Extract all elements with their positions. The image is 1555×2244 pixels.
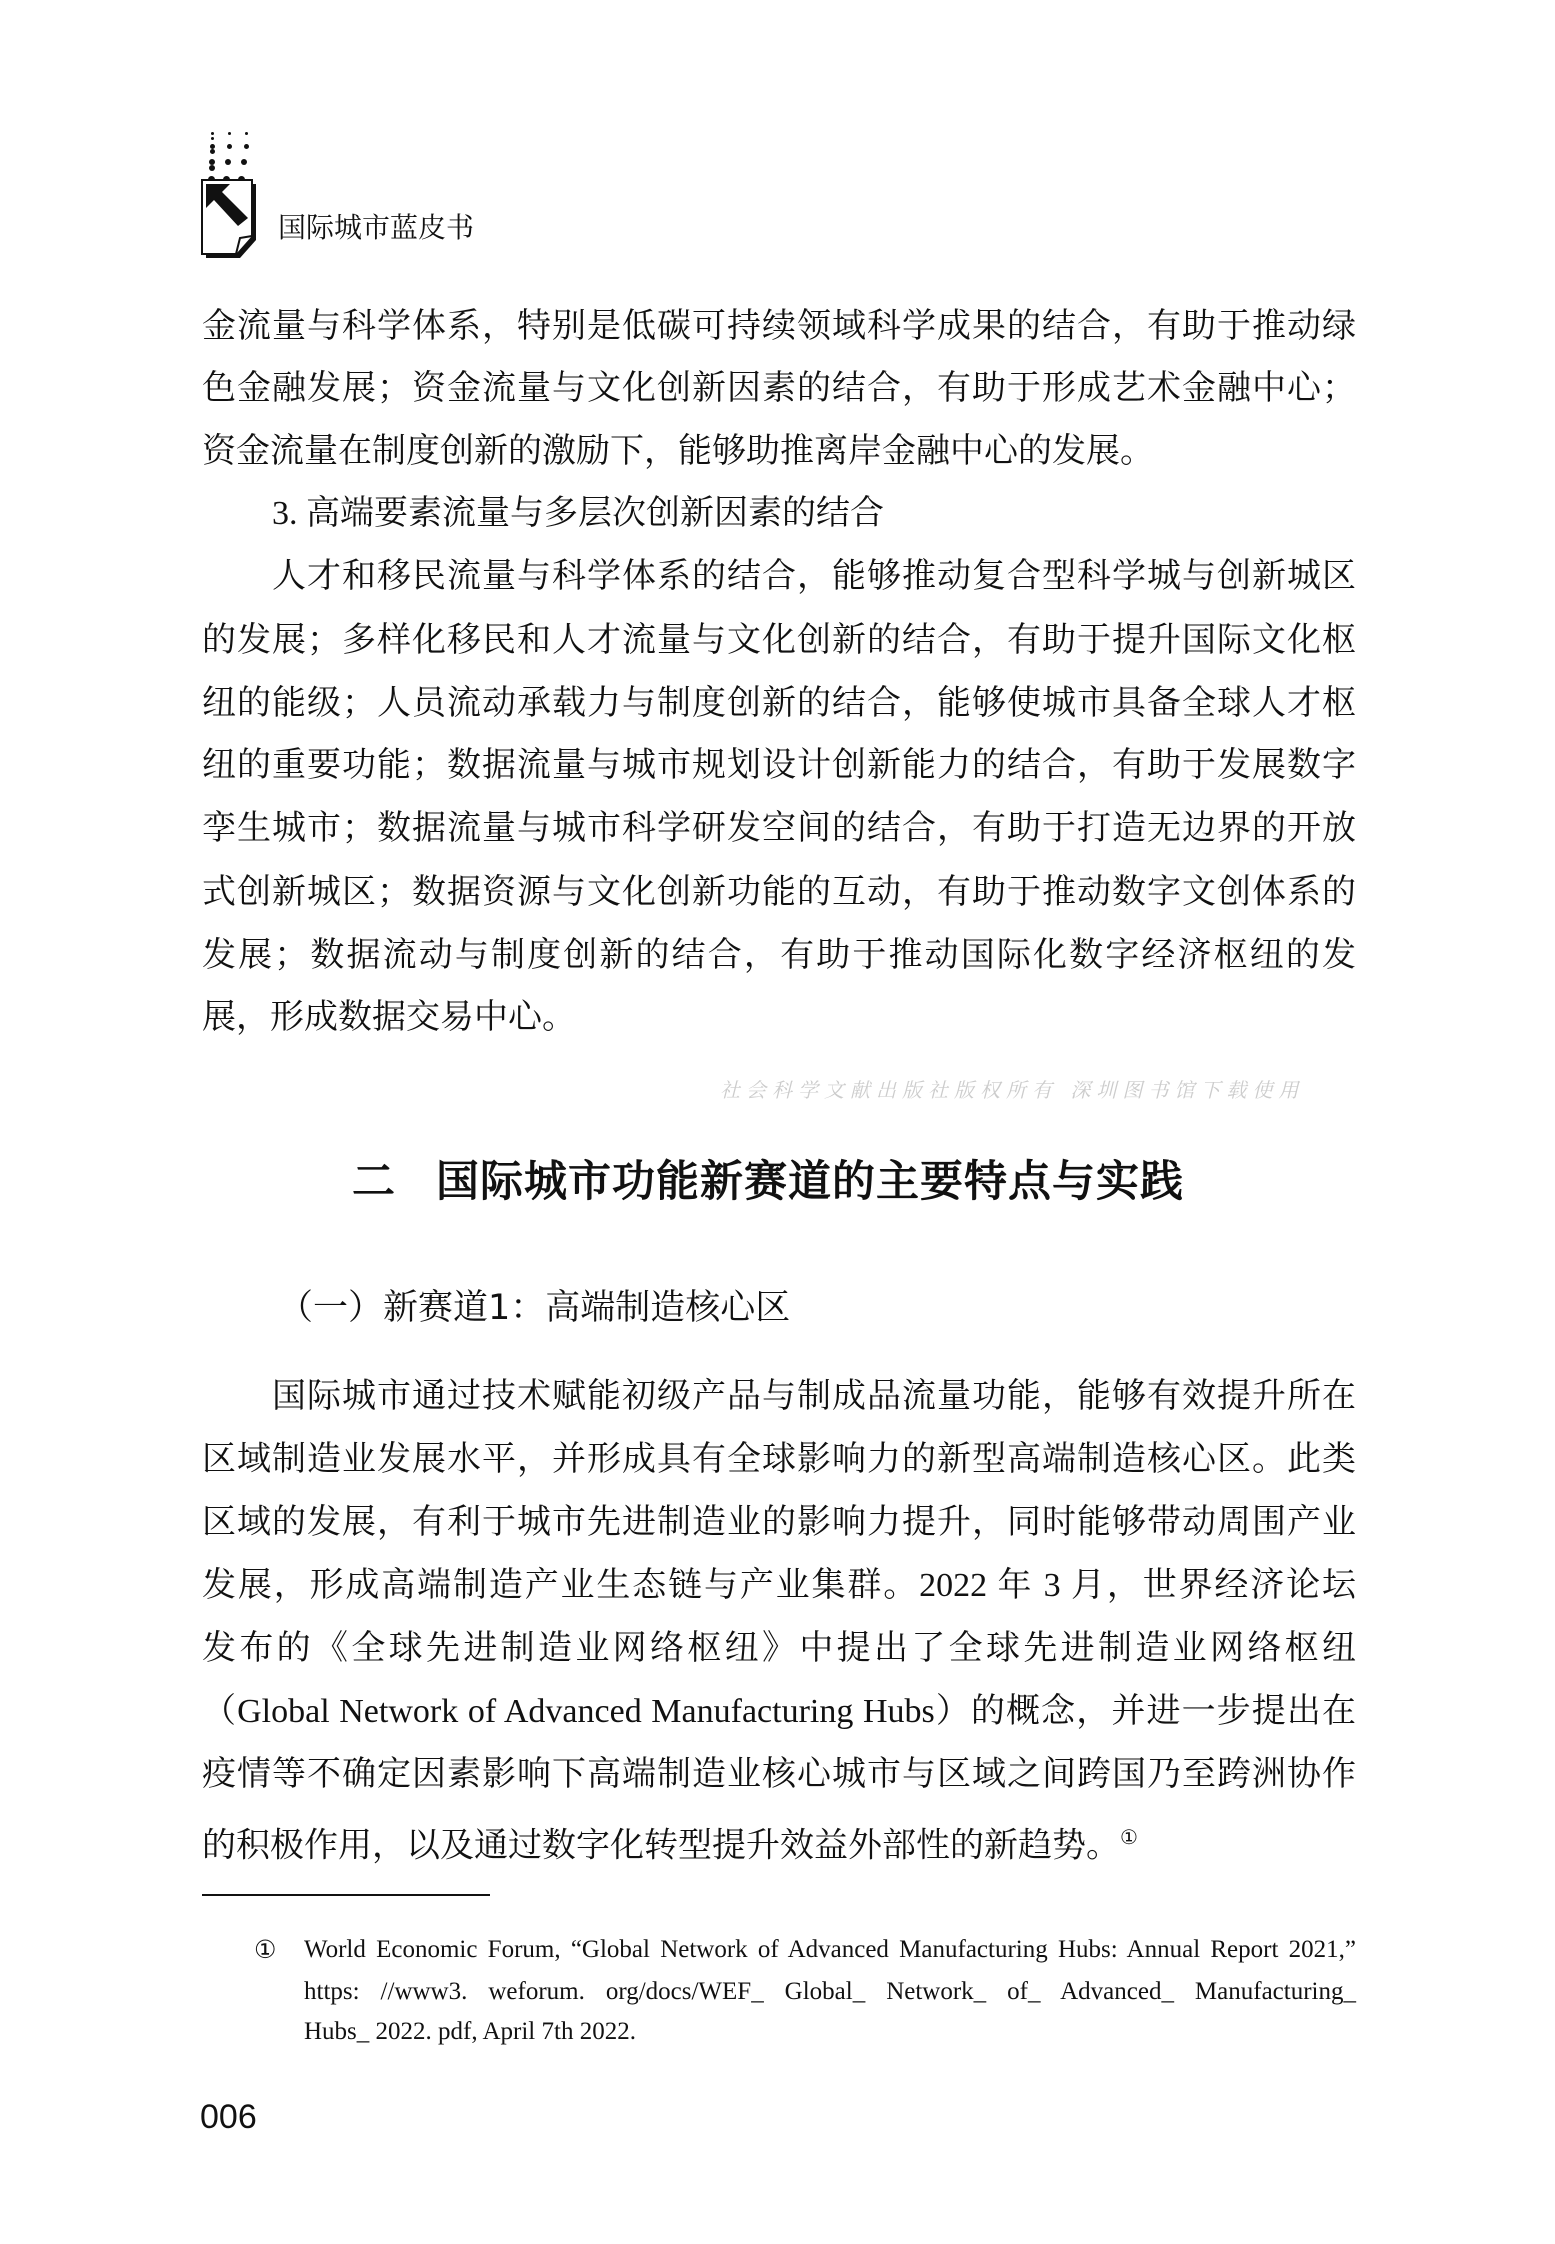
body-line: 式创新城区；数据资源与文化创新功能的互动，有助于推动数字文创体系的: [202, 874, 1356, 911]
subsection-heading: 3. 高端要素流量与多层次创新因素的结合: [272, 495, 884, 532]
footnote-divider: [202, 1894, 490, 1896]
body-line: 区域制造业发展水平，并形成具有全球影响力的新型高端制造核心区。此类: [202, 1441, 1356, 1478]
subsection-heading: （一）新赛道1：高端制造核心区: [278, 1288, 791, 1328]
body-line: 金流量与科学体系，特别是低碳可持续领域科学成果的结合，有助于推动绿: [202, 308, 1356, 345]
body-line: 发展，形成高端制造产业生态链与产业集群。2022 年 3 月，世界经济论坛: [202, 1567, 1356, 1604]
body-line: 孪生城市；数据流量与城市科学研发空间的结合，有助于打造无边界的开放: [202, 810, 1356, 847]
body-line: 纽的重要功能；数据流量与城市规划设计创新能力的结合，有助于发展数字: [202, 747, 1356, 784]
body-line: 发布的《全球先进制造业网络枢纽》中提出了全球先进制造业网络枢纽: [202, 1630, 1356, 1667]
footnote-line: Hubs_ 2022. pdf, April 7th 2022.: [304, 2018, 636, 2045]
page-number: 006: [200, 2098, 257, 2136]
watermark: 社会科学文献出版社版权所有 深圳图书馆下载使用: [720, 1078, 1305, 1102]
footnote-reference[interactable]: ①: [1120, 1827, 1138, 1849]
section-number: 二: [352, 1157, 396, 1207]
book-series-title: 国际城市蓝皮书: [278, 211, 475, 244]
footnote-mark: ①: [254, 1935, 277, 1964]
body-line: 展，形成数据交易中心。: [202, 999, 576, 1036]
footnote-line: https: //www3. weforum. org/docs/WEF_ Global_ Network_ of_ Advanced_ Manufacturing_: [304, 1978, 1356, 2005]
body-line: 的发展；多样化移民和人才流量与文化创新的结合，有助于提升国际文化枢: [202, 622, 1356, 659]
body-line: （Global Network of Advanced Manufacturing Hubs）的概念，并进一步提出在: [202, 1693, 1356, 1730]
footnote-line: World Economic Forum, “Global Network of Advanced Manufacturing Hubs: Annual Report 2021,”: [304, 1936, 1356, 1963]
section-heading: [352, 1148, 1184, 1209]
book-logo-icon: [200, 178, 260, 260]
section-title: 国际城市功能新赛道的主要特点与实践: [436, 1157, 1184, 1207]
body-line: 发展；数据流动与制度创新的结合，有助于推动国际化数字经济枢纽的发: [202, 937, 1356, 974]
body-line: [202, 1816, 1356, 1868]
body-line: 资金流量在制度创新的激励下，能够助推离岸金融中心的发展。: [202, 433, 1154, 470]
body-line: 人才和移民流量与科学体系的结合，能够推动复合型科学城与创新城区: [272, 558, 1356, 595]
body-line: 国际城市通过技术赋能初级产品与制成品流量功能，能够有效提升所在: [272, 1378, 1356, 1415]
body-line: 纽的能级；人员流动承载力与制度创新的结合，能够使城市具备全球人才枢: [202, 685, 1356, 722]
body-line: 色金融发展；资金流量与文化创新因素的结合，有助于形成艺术金融中心；: [202, 370, 1356, 407]
body-line: 区域的发展，有利于城市先进制造业的影响力提升，同时能够带动周围产业: [202, 1504, 1356, 1541]
body-line-text: 的积极作用，以及通过数字化转型提升效益外部性的新趋势。: [202, 1827, 1120, 1865]
body-line: 疫情等不确定因素影响下高端制造业核心城市与区域之间跨国乃至跨洲协作: [202, 1756, 1356, 1793]
